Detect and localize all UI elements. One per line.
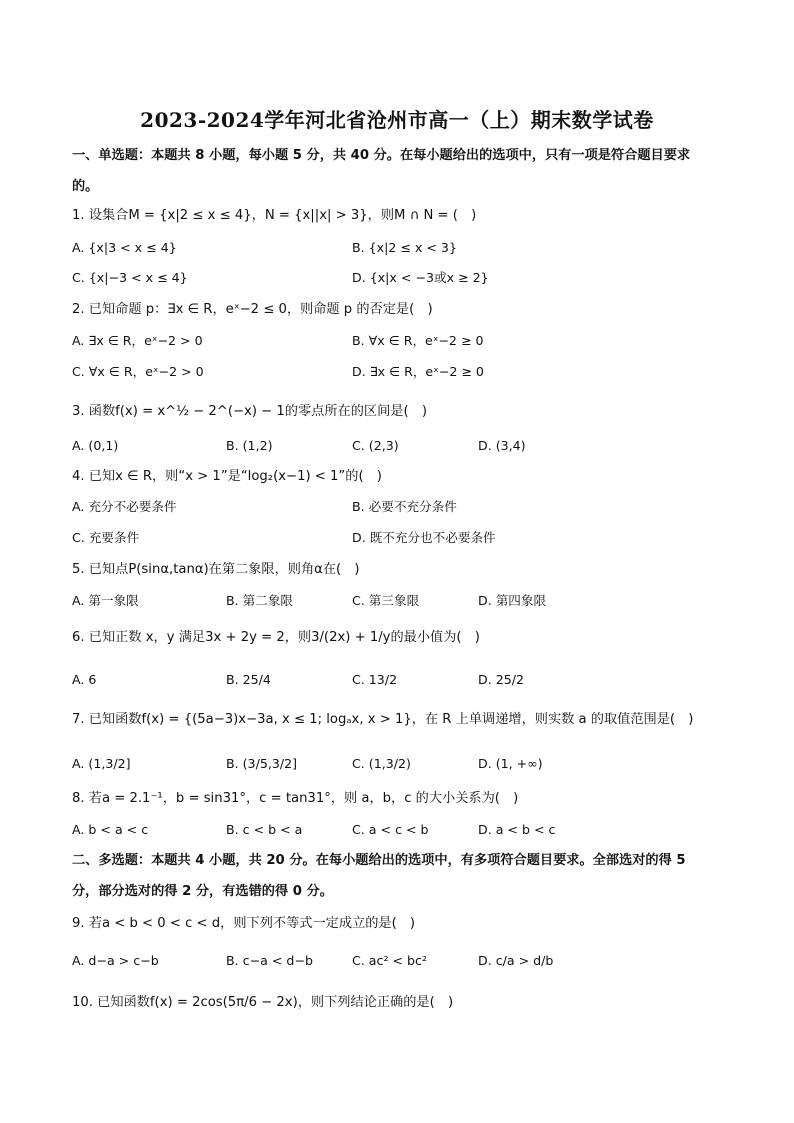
question-10: 10. 已知函数f(x) = 2cos(5π/6 − 2x)，则下列结论正确的是( ) <box>72 995 454 1010</box>
q9-option-b: B. c−a < d−b <box>226 953 313 968</box>
q2-option-d: D. ∃x ∈ R，eˣ−2 ≥ 0 <box>352 364 484 379</box>
q3-option-d: D. (3,4) <box>478 438 526 453</box>
q2-option-a: A. ∃x ∈ R，eˣ−2 > 0 <box>72 333 203 348</box>
q8-option-b: B. c < b < a <box>226 822 303 837</box>
q6-option-c: C. 13/2 <box>352 672 398 687</box>
question-7: 7. 已知函数f(x) = {(5a−3)x−3a, x ≤ 1; logₐx, x > 1}，在 R 上单调递增，则实数 a 的取值范围是( ) <box>72 712 694 727</box>
q5-option-b: B. 第二象限 <box>226 593 294 608</box>
question-2: 2. 已知命题 p：∃x ∈ R，eˣ−2 ≤ 0，则命题 p 的否定是( ) <box>72 302 433 317</box>
q9-option-d: D. c/a > d/b <box>478 953 554 968</box>
q8-option-d: D. a < b < c <box>478 822 556 837</box>
section-1-line-1: 一、单选题：本题共 8 小题，每小题 5 分，共 40 分。在每小题给出的选项中，只有一项是符合题目要求 <box>72 148 691 163</box>
q9-option-c: C. ac² < bc² <box>352 953 428 968</box>
section-1-line-2: 的。 <box>72 179 99 194</box>
q7-option-a: A. (1,3/2] <box>72 756 131 771</box>
question-1: 1. 设集合M = {x|2 ≤ x ≤ 4}，N = {x||x| > 3}，则M ∩ N = ( ) <box>72 208 477 223</box>
q2-option-c: C. ∀x ∈ R，eˣ−2 > 0 <box>72 364 204 379</box>
q3-option-b: B. (1,2) <box>226 438 273 453</box>
q2-option-b: B. ∀x ∈ R，eˣ−2 ≥ 0 <box>352 333 484 348</box>
q5-option-d: D. 第四象限 <box>478 593 547 608</box>
question-4: 4. 已知x ∈ R，则“x > 1”是“log₂(x−1) < 1”的( ) <box>72 469 382 484</box>
q5-option-c: C. 第三象限 <box>352 593 420 608</box>
section-2-line-1: 二、多选题：本题共 4 小题，共 20 分。在每小题给出的选项中，有多项符合题目要求。全部选对的得 5 <box>72 853 686 868</box>
q9-option-a: A. d−a > c−b <box>72 953 159 968</box>
question-8: 8. 若a = 2.1⁻¹，b = sin31°，c = tan31°，则 a，b，c 的大小关系为( ) <box>72 791 519 806</box>
q4-option-b: B. 必要不充分条件 <box>352 499 457 514</box>
q6-option-a: A. 6 <box>72 672 97 687</box>
section-1-header <box>72 140 722 202</box>
q4-option-a: A. 充分不必要条件 <box>72 499 177 514</box>
q4-option-d: D. 既不充分也不必要条件 <box>352 530 496 545</box>
q1-option-b: B. {x|2 ≤ x < 3} <box>352 240 457 255</box>
exam-title: 2023-2024学年河北省沧州市高一（上）期末数学试卷 <box>140 108 654 132</box>
q8-option-a: A. b < a < c <box>72 822 149 837</box>
q7-option-b: B. (3/5,3/2] <box>226 756 298 771</box>
section-2-line-2: 分，部分选对的得 2 分，有选错的得 0 分。 <box>72 884 333 899</box>
q3-option-a: A. (0,1) <box>72 438 119 453</box>
q1-option-a: A. {x|3 < x ≤ 4} <box>72 240 177 255</box>
q3-option-c: C. (2,3) <box>352 438 399 453</box>
q6-option-d: D. 25/2 <box>478 672 524 687</box>
q6-option-b: B. 25/4 <box>226 672 271 687</box>
question-9: 9. 若a < b < 0 < c < d，则下列不等式一定成立的是( ) <box>72 916 416 931</box>
q5-option-a: A. 第一象限 <box>72 593 139 608</box>
q7-option-c: C. (1,3/2) <box>352 756 411 771</box>
q1-option-d: D. {x|x < −3或x ≥ 2} <box>352 270 489 285</box>
question-3: 3. 函数f(x) = x^½ − 2^(−x) − 1的零点所在的区间是( ) <box>72 404 427 419</box>
question-6: 6. 已知正数 x，y 满足3x + 2y = 2，则3/(2x) + 1/y的最小值为( ) <box>72 630 480 645</box>
section-2-header <box>72 845 722 907</box>
q7-option-d: D. (1, +∞) <box>478 756 543 771</box>
q1-option-c: C. {x|−3 < x ≤ 4} <box>72 270 188 285</box>
q4-option-c: C. 充要条件 <box>72 530 140 545</box>
question-5: 5. 已知点P(sinα,tanα)在第二象限，则角α在( ) <box>72 562 360 577</box>
q8-option-c: C. a < c < b <box>352 822 429 837</box>
